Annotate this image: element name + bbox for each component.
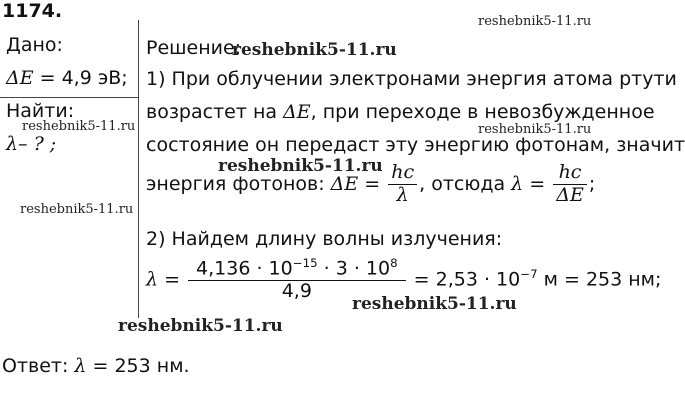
given-line: ΔE = 4,9 эВ; — [6, 67, 128, 89]
given-heading: Дано: — [6, 34, 63, 56]
watermark: reshebnik5-11.ru — [118, 316, 283, 336]
main-formula: λ = $\frac{4,136 \cdot 10^{-15} \cdot 3 \cdot 10^8}{4,9}$ = $2,53 \cdot 10^{-7}$ м = 253 нм; — [146, 256, 662, 303]
watermark: reshebnik5-11.ru — [478, 14, 592, 29]
find-line: λ– ? ; — [6, 133, 57, 155]
solution-line-3: состояние он передаст эту энергию фотонам, значит — [146, 134, 685, 156]
solution-line-4: энергия фотонов: ΔE = $\frac{hc}{\lambda}$ , отсюда λ = $\frac{hc}{\Delta E}$ ; — [146, 161, 596, 206]
fraction-hc-over-lambda: $\frac{hc}{\lambda}$ — [388, 162, 417, 207]
answer-line: Ответ: λ = 253 нм. — [2, 355, 190, 377]
solution-line-1: 1) При облучении электронами энергия атома ртути — [146, 68, 677, 90]
solution-line-5: 2) Найдем длину волны излучения: — [146, 228, 503, 250]
watermark: reshebnik5-11.ru — [232, 40, 397, 60]
watermark: reshebnik5-11.ru — [352, 294, 517, 314]
fraction-hc-over-delta-e: $\frac{hc}{\Delta E}$ — [553, 162, 587, 207]
solution-line-2: возрастет на ΔE, при переходе в невозбужденное — [146, 101, 655, 123]
vertical-divider — [138, 20, 139, 318]
solution-heading: Решение: — [146, 37, 242, 59]
watermark: reshebnik5-11.ru — [22, 119, 136, 134]
problem-number: 1174. — [2, 0, 63, 22]
horizontal-divider — [0, 97, 138, 98]
fraction-numeric: $\frac{4,136 \cdot 10^{-15} \cdot 3 \cdot 10^8}{4,9}$ — [188, 257, 406, 303]
watermark: reshebnik5-11.ru — [218, 156, 383, 176]
watermark: reshebnik5-11.ru — [20, 202, 134, 217]
watermark: reshebnik5-11.ru — [478, 122, 592, 137]
find-heading: Найти: — [6, 100, 75, 122]
